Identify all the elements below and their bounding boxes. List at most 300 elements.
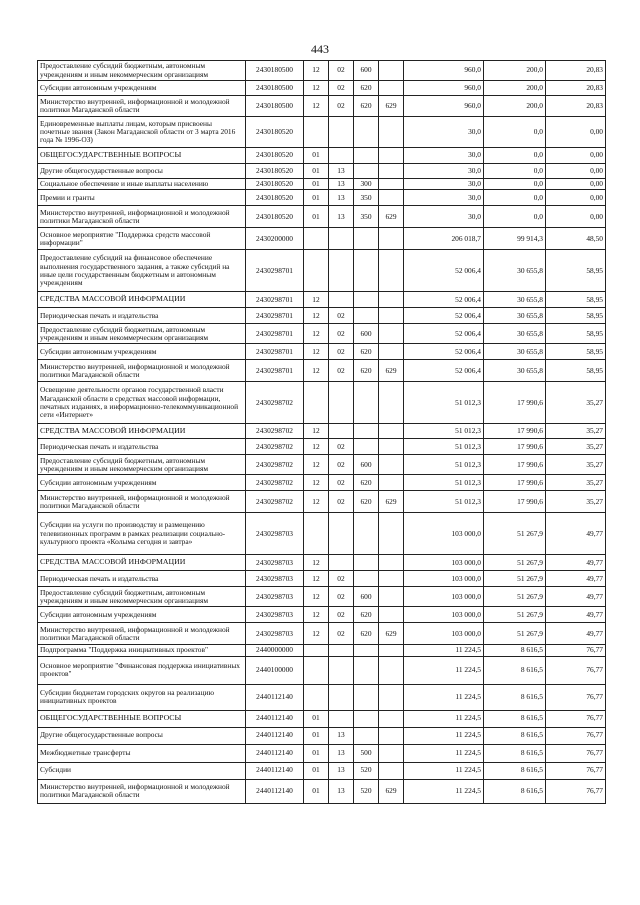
row-code: 2430180520 [246, 190, 304, 206]
row-section: 12 [304, 555, 329, 571]
table-row [38, 117, 606, 148]
row-plan: 206 018,7 [404, 228, 484, 250]
row-plan: 30,0 [404, 148, 484, 164]
table-row [38, 250, 606, 292]
row-code: 2430180520 [246, 117, 304, 148]
row-name: Субсидии автономным учреждениям [38, 475, 246, 491]
row-section: 01 [304, 164, 329, 179]
row-percent: 49,77 [546, 587, 606, 607]
row-code: 2430298703 [246, 623, 304, 645]
table-body [38, 61, 606, 804]
row-expense-type: 620 [354, 607, 379, 623]
row-executed: 30 655,8 [484, 324, 546, 344]
row-name: Другие общегосударственные вопросы [38, 164, 246, 179]
row-code: 2430180500 [246, 96, 304, 117]
row-percent: 20,83 [546, 61, 606, 81]
page-number: 443 [311, 42, 329, 56]
row-expense-type [354, 656, 379, 684]
row-executed: 200,0 [484, 81, 546, 96]
row-plan: 11 224,5 [404, 710, 484, 727]
row-plan: 960,0 [404, 81, 484, 96]
table-row [38, 656, 606, 684]
row-subsection: 13 [329, 190, 354, 206]
table-row [38, 727, 606, 744]
row-plan: 30,0 [404, 190, 484, 206]
row-plan: 30,0 [404, 179, 484, 190]
row-executed: 51 267,9 [484, 607, 546, 623]
row-subsection [329, 555, 354, 571]
row-section [304, 228, 329, 250]
row-plan: 103 000,0 [404, 513, 484, 555]
row-expense-type: 350 [354, 190, 379, 206]
table-row [38, 762, 606, 779]
row-administrator [379, 117, 404, 148]
row-name: Межбюджетные трансферты [38, 744, 246, 762]
row-plan: 11 224,5 [404, 684, 484, 710]
row-code: 2430180500 [246, 61, 304, 81]
row-plan: 51 012,3 [404, 491, 484, 513]
row-code: 2430298702 [246, 491, 304, 513]
row-executed: 8 616,5 [484, 645, 546, 656]
row-plan: 51 012,3 [404, 439, 484, 455]
row-subsection: 02 [329, 587, 354, 607]
row-section: 12 [304, 424, 329, 439]
row-executed: 30 655,8 [484, 344, 546, 360]
row-section: 12 [304, 324, 329, 344]
row-expense-type [354, 424, 379, 439]
row-subsection [329, 424, 354, 439]
row-subsection: 13 [329, 164, 354, 179]
row-name: Основное мероприятие "Финансовая поддержка инициативных проектов" [38, 656, 246, 684]
row-name: Предоставление субсидий бюджетным, автономным учреждениям и иным некоммерческим организациям [38, 61, 246, 81]
row-plan: 52 006,4 [404, 308, 484, 324]
row-section: 12 [304, 475, 329, 491]
table-row [38, 292, 606, 308]
table-row [38, 164, 606, 179]
row-name: Единовременные выплаты лицам, которым присвоены почетные звания (Закон Магаданской области от 3 марта 2016 года № 1996-ОЗ) [38, 117, 246, 148]
table-row [38, 148, 606, 164]
row-name: Периодическая печать и издательства [38, 571, 246, 587]
row-administrator: 629 [379, 360, 404, 382]
row-subsection: 13 [329, 744, 354, 762]
row-administrator [379, 179, 404, 190]
row-subsection: 02 [329, 455, 354, 475]
row-code: 2430298703 [246, 513, 304, 555]
row-executed: 0,0 [484, 190, 546, 206]
row-section: 01 [304, 190, 329, 206]
row-executed: 8 616,5 [484, 779, 546, 803]
row-percent: 76,77 [546, 779, 606, 803]
row-subsection: 02 [329, 61, 354, 81]
row-executed: 30 655,8 [484, 360, 546, 382]
row-percent: 58,95 [546, 308, 606, 324]
row-executed: 200,0 [484, 61, 546, 81]
row-subsection [329, 250, 354, 292]
row-percent: 58,95 [546, 292, 606, 308]
row-section [304, 684, 329, 710]
row-subsection: 02 [329, 96, 354, 117]
row-plan: 52 006,4 [404, 360, 484, 382]
row-name: Субсидии [38, 762, 246, 779]
table-row [38, 513, 606, 555]
row-section: 12 [304, 607, 329, 623]
row-plan: 52 006,4 [404, 324, 484, 344]
row-expense-type [354, 164, 379, 179]
row-plan: 11 224,5 [404, 656, 484, 684]
row-name: Министерство внутренней, информационной и молодежной политики Магаданской области [38, 491, 246, 513]
row-subsection: 02 [329, 324, 354, 344]
row-code: 2430298701 [246, 250, 304, 292]
row-expense-type: 620 [354, 81, 379, 96]
table-row [38, 308, 606, 324]
row-expense-type [354, 439, 379, 455]
row-section [304, 382, 329, 424]
row-plan: 52 006,4 [404, 292, 484, 308]
row-plan: 30,0 [404, 164, 484, 179]
row-administrator [379, 190, 404, 206]
row-administrator [379, 455, 404, 475]
row-code: 2430298702 [246, 424, 304, 439]
row-executed: 99 914,3 [484, 228, 546, 250]
row-plan: 103 000,0 [404, 571, 484, 587]
table-row [38, 179, 606, 190]
row-subsection: 02 [329, 439, 354, 455]
row-subsection [329, 228, 354, 250]
row-expense-type [354, 684, 379, 710]
row-plan: 51 012,3 [404, 424, 484, 439]
row-section: 12 [304, 308, 329, 324]
row-administrator [379, 81, 404, 96]
row-administrator [379, 744, 404, 762]
row-code: 2430298701 [246, 360, 304, 382]
row-administrator [379, 571, 404, 587]
row-plan: 103 000,0 [404, 555, 484, 571]
row-expense-type [354, 645, 379, 656]
row-section [304, 250, 329, 292]
row-expense-type: 600 [354, 324, 379, 344]
row-section: 01 [304, 762, 329, 779]
row-subsection [329, 684, 354, 710]
row-percent: 20,83 [546, 81, 606, 96]
row-code: 2430298702 [246, 439, 304, 455]
row-administrator [379, 164, 404, 179]
row-administrator [379, 513, 404, 555]
row-executed: 8 616,5 [484, 762, 546, 779]
row-administrator [379, 475, 404, 491]
row-executed: 8 616,5 [484, 744, 546, 762]
row-name: Предоставление субсидий бюджетным, автономным учреждениям и иным некоммерческим организациям [38, 587, 246, 607]
row-section [304, 117, 329, 148]
row-expense-type: 600 [354, 587, 379, 607]
row-plan: 960,0 [404, 61, 484, 81]
row-code: 2440112140 [246, 710, 304, 727]
row-expense-type: 620 [354, 344, 379, 360]
row-expense-type: 620 [354, 96, 379, 117]
row-subsection: 13 [329, 206, 354, 228]
row-code: 2440112140 [246, 762, 304, 779]
row-name: Министерство внутренней, информационной и молодежной политики Магаданской области [38, 206, 246, 228]
row-subsection [329, 117, 354, 148]
row-subsection: 13 [329, 179, 354, 190]
table-row [38, 779, 606, 803]
row-plan: 51 012,3 [404, 455, 484, 475]
row-name: Периодическая печать и издательства [38, 308, 246, 324]
row-plan: 11 224,5 [404, 762, 484, 779]
row-plan: 52 006,4 [404, 344, 484, 360]
row-plan: 30,0 [404, 206, 484, 228]
row-section: 12 [304, 61, 329, 81]
row-executed: 0,0 [484, 148, 546, 164]
row-executed: 17 990,6 [484, 475, 546, 491]
row-plan: 30,0 [404, 117, 484, 148]
row-code: 2430200000 [246, 228, 304, 250]
row-expense-type: 600 [354, 61, 379, 81]
table-row [38, 491, 606, 513]
row-percent: 76,77 [546, 762, 606, 779]
row-executed: 17 990,6 [484, 455, 546, 475]
row-name: СРЕДСТВА МАССОВОЙ ИНФОРМАЦИИ [38, 424, 246, 439]
table-row [38, 744, 606, 762]
row-administrator [379, 324, 404, 344]
table-row [38, 710, 606, 727]
row-name: Субсидии бюджетам городских округов на реализацию инициативных проектов [38, 684, 246, 710]
row-executed: 51 267,9 [484, 623, 546, 645]
row-name: Министерство внутренней, информационной и молодежной политики Магаданской области [38, 360, 246, 382]
row-percent: 35,27 [546, 455, 606, 475]
table-row [38, 684, 606, 710]
row-expense-type: 620 [354, 360, 379, 382]
row-name: ОБЩЕГОСУДАРСТВЕННЫЕ ВОПРОСЫ [38, 710, 246, 727]
row-percent: 76,77 [546, 645, 606, 656]
row-executed: 17 990,6 [484, 491, 546, 513]
row-name: Предоставление субсидий бюджетным, автономным учреждениям и иным некоммерческим организациям [38, 324, 246, 344]
row-subsection: 13 [329, 762, 354, 779]
table-row [38, 587, 606, 607]
row-code: 2440100000 [246, 656, 304, 684]
row-code: 2430298701 [246, 292, 304, 308]
row-name: СРЕДСТВА МАССОВОЙ ИНФОРМАЦИИ [38, 292, 246, 308]
row-administrator [379, 684, 404, 710]
table-row [38, 344, 606, 360]
row-name: Освещение деятельности органов государственной власти Магаданской области в средствах массовой информации, печатных изданиях, в информационно-телекоммуникационной сети «Интернет» [38, 382, 246, 424]
row-section [304, 645, 329, 656]
row-subsection [329, 645, 354, 656]
row-percent: 58,95 [546, 344, 606, 360]
row-executed: 17 990,6 [484, 424, 546, 439]
row-administrator [379, 292, 404, 308]
row-plan: 11 224,5 [404, 645, 484, 656]
row-percent: 49,77 [546, 555, 606, 571]
row-section: 12 [304, 439, 329, 455]
row-name: Субсидии автономным учреждениям [38, 81, 246, 96]
row-expense-type: 620 [354, 491, 379, 513]
row-executed: 30 655,8 [484, 308, 546, 324]
table-row [38, 382, 606, 424]
row-percent: 49,77 [546, 513, 606, 555]
row-code: 2430180520 [246, 148, 304, 164]
row-percent: 35,27 [546, 475, 606, 491]
row-administrator [379, 228, 404, 250]
row-section: 12 [304, 81, 329, 96]
row-administrator [379, 607, 404, 623]
row-administrator [379, 656, 404, 684]
row-administrator [379, 344, 404, 360]
row-executed: 51 267,9 [484, 587, 546, 607]
row-code: 2430180520 [246, 164, 304, 179]
row-code: 2440112140 [246, 684, 304, 710]
row-subsection [329, 292, 354, 308]
row-percent: 48,50 [546, 228, 606, 250]
row-section: 12 [304, 292, 329, 308]
row-code: 2430180500 [246, 81, 304, 96]
row-section: 01 [304, 744, 329, 762]
row-expense-type [354, 571, 379, 587]
row-subsection: 13 [329, 779, 354, 803]
row-code: 2430298702 [246, 455, 304, 475]
row-percent: 49,77 [546, 623, 606, 645]
table-row [38, 228, 606, 250]
row-percent: 58,95 [546, 250, 606, 292]
row-code: 2430298703 [246, 587, 304, 607]
row-administrator [379, 382, 404, 424]
row-name: Министерство внутренней, информационной и молодежной политики Магаданской области [38, 779, 246, 803]
row-plan: 960,0 [404, 96, 484, 117]
row-percent: 76,77 [546, 744, 606, 762]
row-subsection [329, 148, 354, 164]
row-expense-type: 300 [354, 179, 379, 190]
row-subsection: 02 [329, 571, 354, 587]
row-percent: 76,77 [546, 727, 606, 744]
row-expense-type: 620 [354, 475, 379, 491]
row-code: 2430298702 [246, 382, 304, 424]
table-row [38, 555, 606, 571]
row-code: 2430298701 [246, 308, 304, 324]
row-plan: 52 006,4 [404, 250, 484, 292]
row-expense-type [354, 250, 379, 292]
row-executed: 30 655,8 [484, 250, 546, 292]
row-executed: 8 616,5 [484, 727, 546, 744]
row-subsection [329, 382, 354, 424]
row-expense-type: 350 [354, 206, 379, 228]
table-row [38, 475, 606, 491]
row-expense-type [354, 513, 379, 555]
table-row [38, 645, 606, 656]
row-percent: 76,77 [546, 710, 606, 727]
row-administrator [379, 439, 404, 455]
table-row [38, 190, 606, 206]
row-executed: 8 616,5 [484, 684, 546, 710]
row-code: 2430180520 [246, 179, 304, 190]
row-executed: 51 267,9 [484, 513, 546, 555]
row-plan: 51 012,3 [404, 475, 484, 491]
row-name: Основное мероприятие "Поддержка средств массовой информации" [38, 228, 246, 250]
row-plan: 103 000,0 [404, 623, 484, 645]
row-plan: 11 224,5 [404, 744, 484, 762]
row-administrator [379, 587, 404, 607]
row-name: ОБЩЕГОСУДАРСТВЕННЫЕ ВОПРОСЫ [38, 148, 246, 164]
row-name: Другие общегосударственные вопросы [38, 727, 246, 744]
row-plan: 103 000,0 [404, 587, 484, 607]
row-section [304, 513, 329, 555]
table-row [38, 206, 606, 228]
row-name: Социальное обеспечение и иные выплаты населению [38, 179, 246, 190]
table-row [38, 324, 606, 344]
row-name: Субсидии автономным учреждениям [38, 344, 246, 360]
row-executed: 0,0 [484, 179, 546, 190]
row-expense-type: 520 [354, 779, 379, 803]
row-subsection: 02 [329, 623, 354, 645]
row-plan: 11 224,5 [404, 727, 484, 744]
row-percent: 0,00 [546, 164, 606, 179]
table-row [38, 96, 606, 117]
row-section: 12 [304, 455, 329, 475]
row-section: 12 [304, 571, 329, 587]
row-subsection: 02 [329, 475, 354, 491]
row-executed: 17 990,6 [484, 439, 546, 455]
table-row [38, 61, 606, 81]
row-section: 12 [304, 360, 329, 382]
row-code: 2430298703 [246, 607, 304, 623]
row-subsection: 02 [329, 81, 354, 96]
row-executed: 30 655,8 [484, 292, 546, 308]
row-name: Министерство внутренней, информационной и молодежной политики Магаданской области [38, 96, 246, 117]
row-code: 2430298703 [246, 571, 304, 587]
row-administrator [379, 727, 404, 744]
row-expense-type: 520 [354, 762, 379, 779]
row-subsection: 13 [329, 727, 354, 744]
row-executed: 51 267,9 [484, 555, 546, 571]
row-name: Предоставление субсидий на финансовое обеспечение выполнения государственного задания, а также субсидий на иные цели государственным бюджетным и автономным учреждениям [38, 250, 246, 292]
row-administrator [379, 555, 404, 571]
row-administrator [379, 645, 404, 656]
row-code: 2440112140 [246, 727, 304, 744]
row-percent: 58,95 [546, 360, 606, 382]
row-percent: 0,00 [546, 179, 606, 190]
row-administrator [379, 61, 404, 81]
row-executed: 200,0 [484, 96, 546, 117]
row-expense-type [354, 382, 379, 424]
row-plan: 11 224,5 [404, 779, 484, 803]
row-percent: 58,95 [546, 324, 606, 344]
row-percent: 35,27 [546, 382, 606, 424]
row-expense-type [354, 292, 379, 308]
row-name: Субсидии на услуги по производству и размещению телевизионных программ в рамках реализации социально-культурного проекта «Колыма сегодня и завтра» [38, 513, 246, 555]
row-percent: 49,77 [546, 607, 606, 623]
row-code: 2430298701 [246, 344, 304, 360]
table-row [38, 360, 606, 382]
row-expense-type [354, 555, 379, 571]
table-row [38, 424, 606, 439]
row-name: Предоставление субсидий бюджетным, автономным учреждениям и иным некоммерческим организациям [38, 455, 246, 475]
row-percent: 20,83 [546, 96, 606, 117]
budget-table [37, 60, 606, 804]
table-row [38, 439, 606, 455]
row-administrator: 629 [379, 779, 404, 803]
row-section: 12 [304, 344, 329, 360]
row-section: 01 [304, 710, 329, 727]
row-section: 12 [304, 623, 329, 645]
row-plan: 51 012,3 [404, 382, 484, 424]
row-subsection: 02 [329, 308, 354, 324]
row-percent: 0,00 [546, 206, 606, 228]
row-percent: 49,77 [546, 571, 606, 587]
row-executed: 0,0 [484, 164, 546, 179]
row-code: 2440112140 [246, 779, 304, 803]
row-executed: 17 990,6 [484, 382, 546, 424]
row-percent: 76,77 [546, 684, 606, 710]
row-name: Подпрограмма "Поддержка инициативных проектов" [38, 645, 246, 656]
row-administrator: 629 [379, 623, 404, 645]
